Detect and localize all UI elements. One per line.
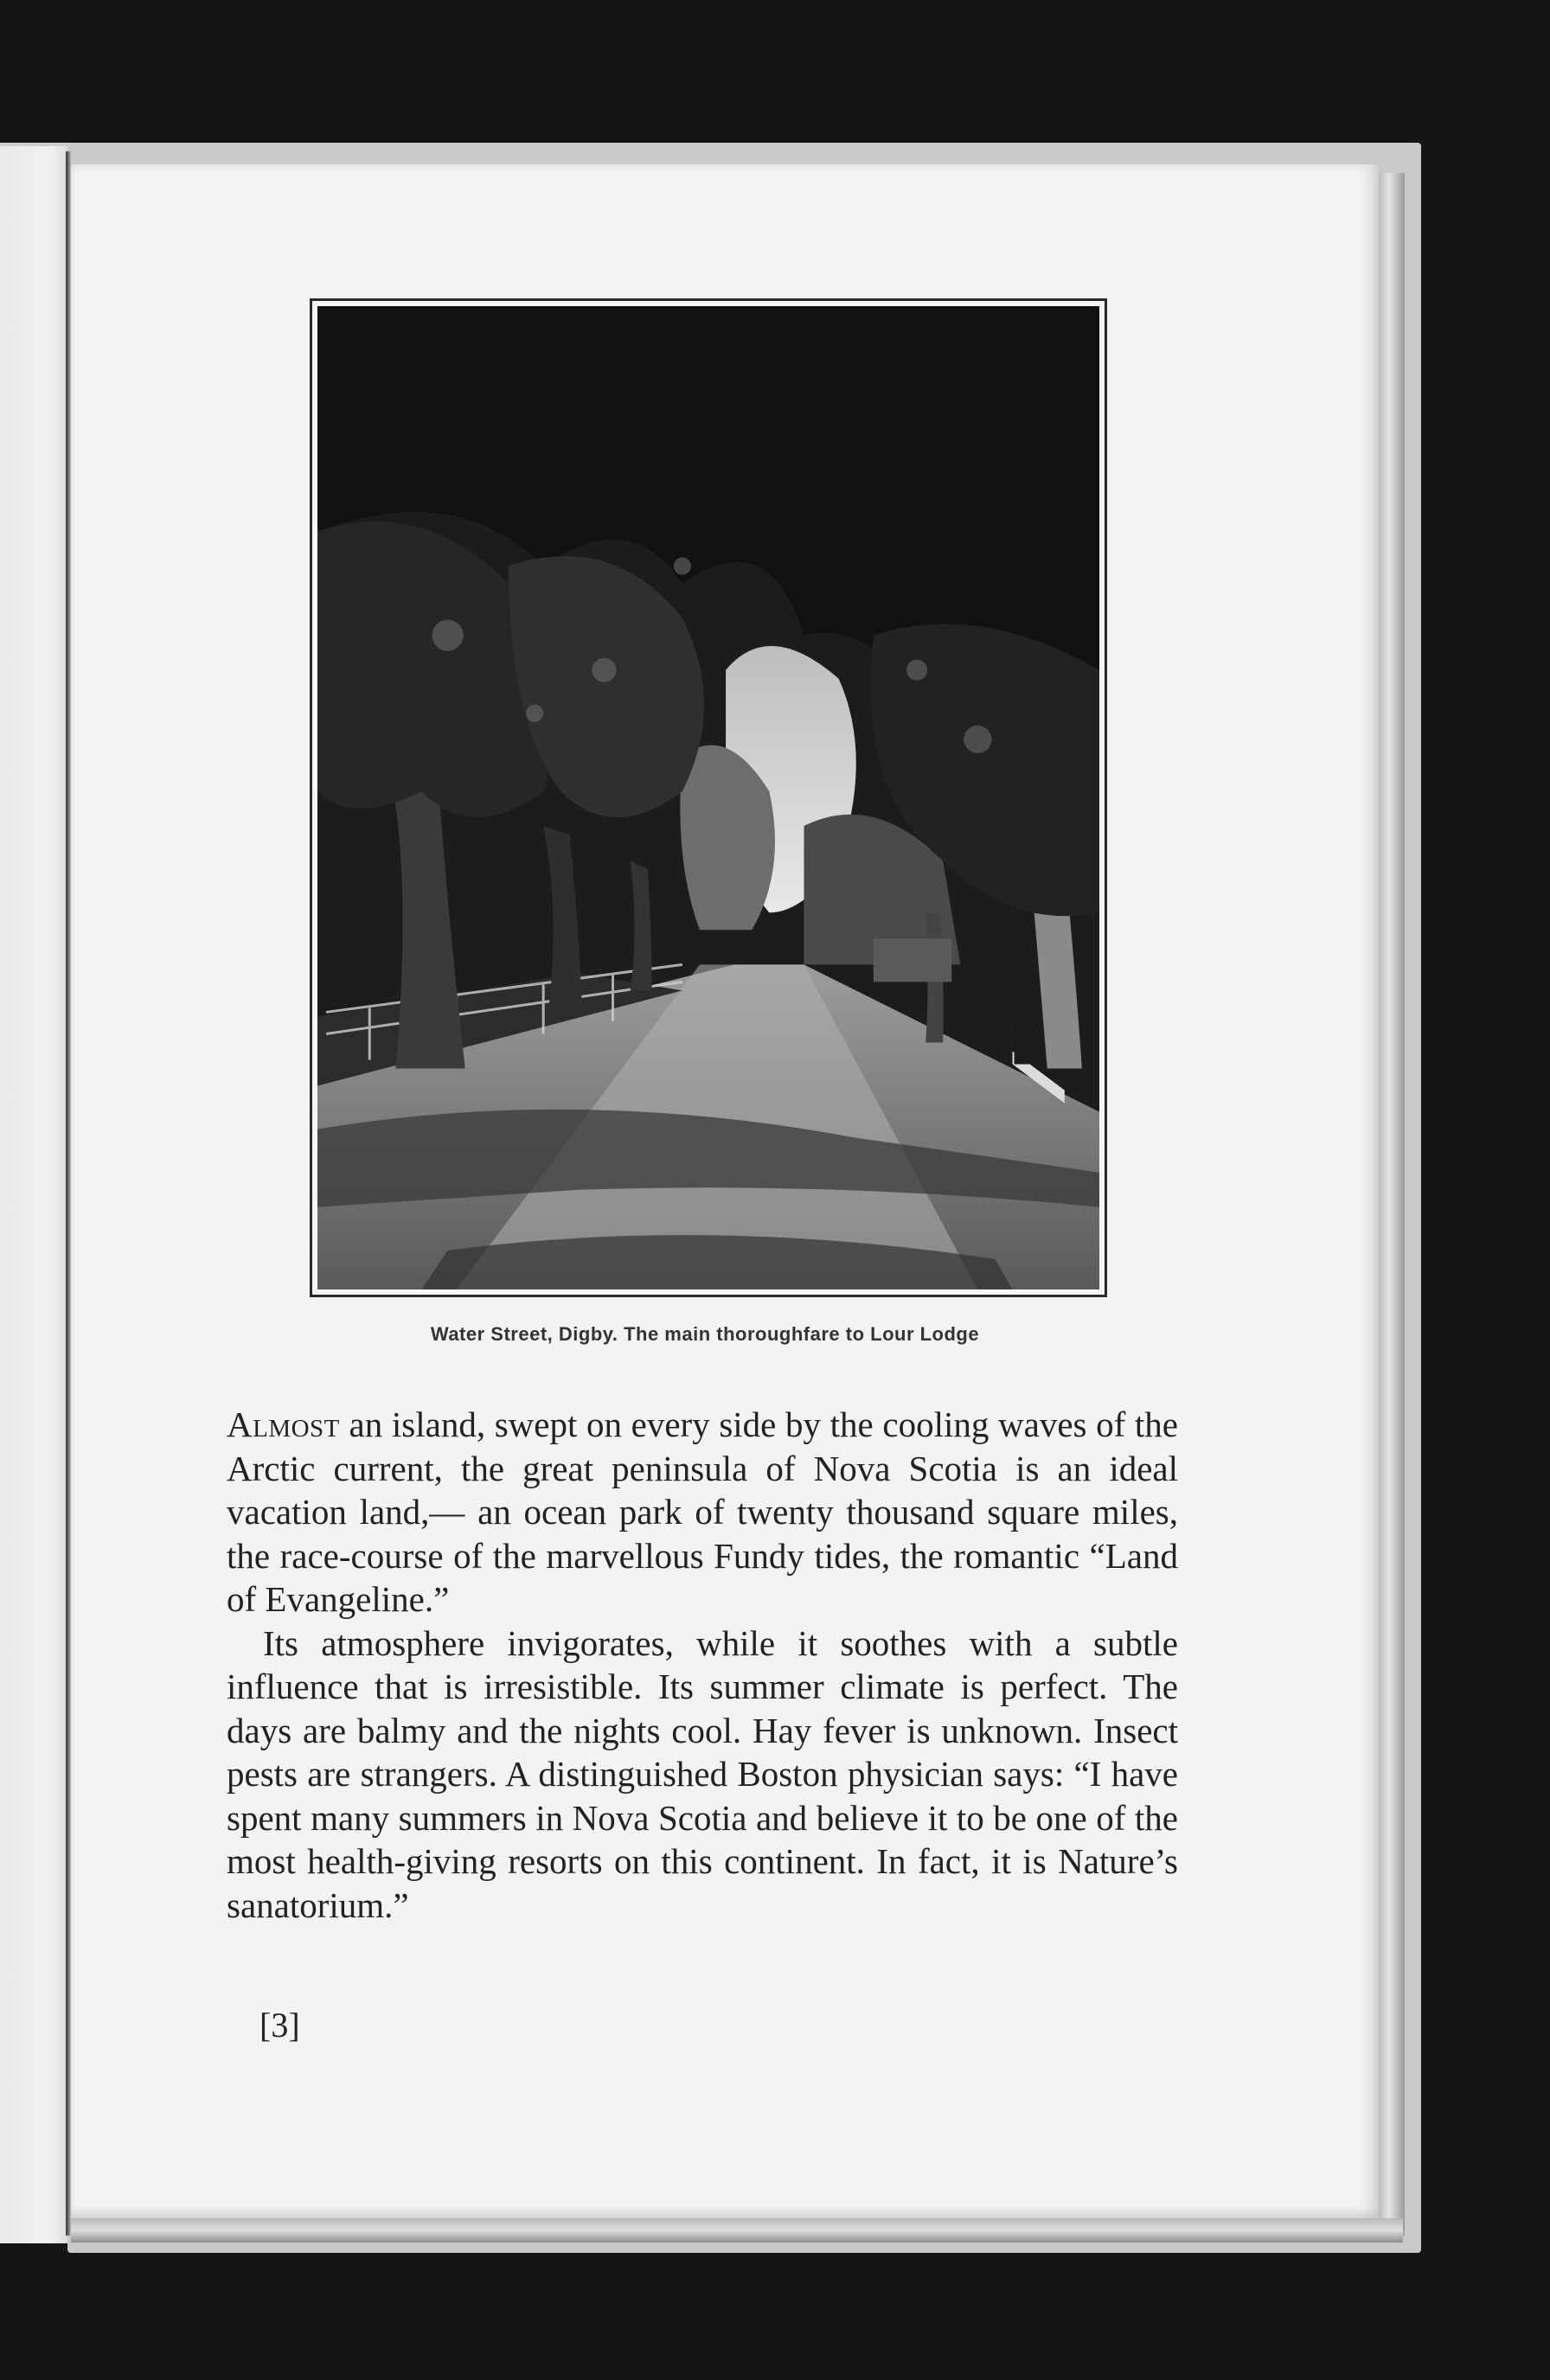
paragraph-1 (227, 1403, 1178, 1622)
left-page-edge (0, 143, 71, 2243)
paragraph-1-lead: Almost (227, 1404, 340, 1444)
page-number: [3] (259, 2006, 300, 2044)
photo-illustration (317, 306, 1099, 1289)
body-text (227, 1403, 1178, 1927)
street-photograph (310, 298, 1107, 1297)
paragraph-2: Its atmosphere invigorates, while it soothes with a subtle influence that is irresistible. Its summer climate is perfect. The days are balmy and the nights cool. Hay fever is unknown. Insect pests are strangers. A distinguished Boston physician says: “I have spent many summers in Nova Scotia and believe it to be one of the most health-giving resorts on this continent. In fact, it is Nature’s sanatorium.” (227, 1622, 1178, 1925)
paragraph-1-text: an island, swept on every side by the cooling waves of the Arctic current, the great peninsula of Nova Scotia is an ideal vacation land,— an ocean park of twenty thousand square miles, the race-course of the marvellous Fundy tides, the romantic “Land of Evangeline.” (227, 1404, 1178, 1619)
page-stack-bottom-edge (71, 2218, 1403, 2242)
photo-caption: Water Street, Digby. The main thoroughfare to Lour Lodge (430, 1323, 980, 1345)
page-stack-right-edge (1379, 173, 1405, 2236)
